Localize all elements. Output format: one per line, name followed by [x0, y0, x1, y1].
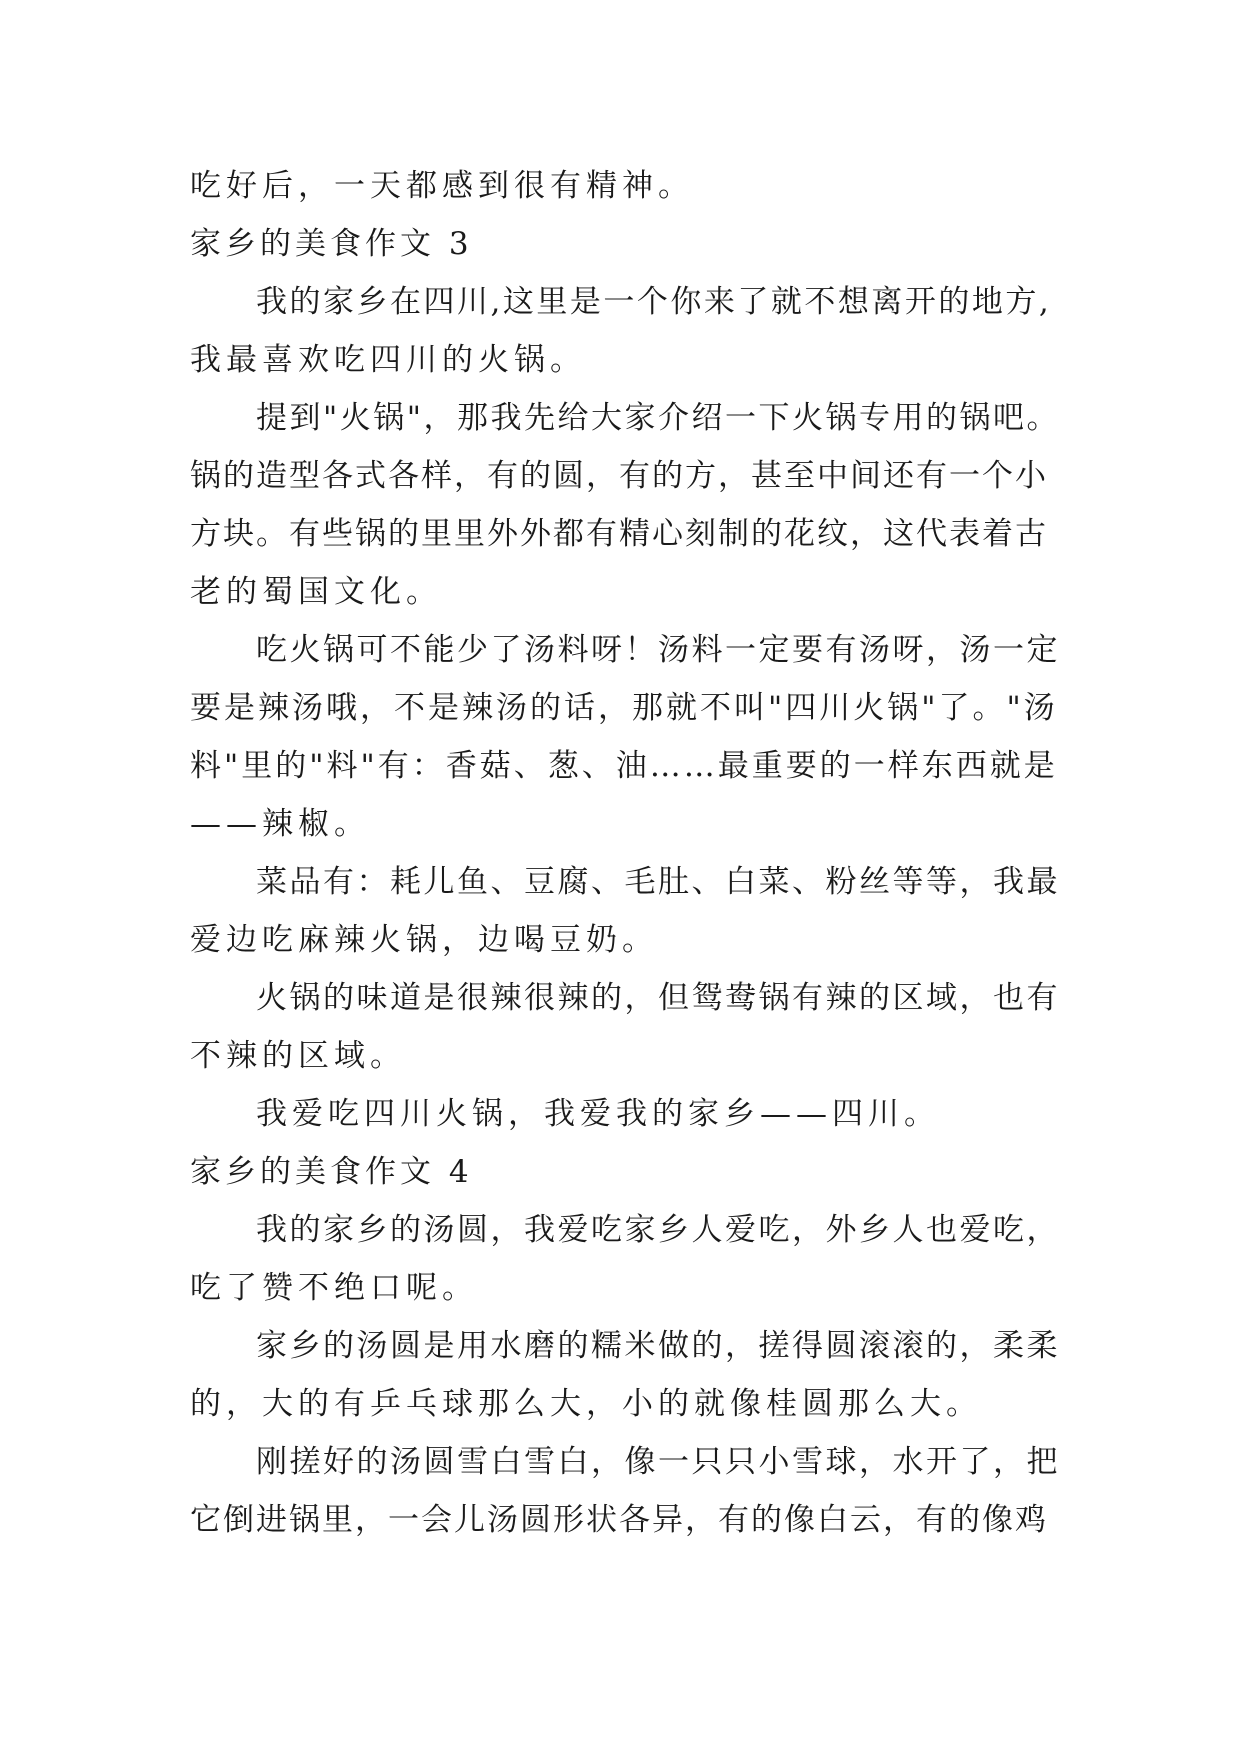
text-line: 爱边吃麻辣火锅，边喝豆奶。: [190, 922, 658, 958]
text-line: 的，大的有乒乓球那么大，小的就像桂圆那么大。: [190, 1386, 982, 1422]
section-heading: 家乡的美食作文 3: [190, 226, 473, 262]
text-line: ——辣椒。: [190, 806, 370, 842]
text-line: 我最喜欢吃四川的火锅。: [190, 342, 586, 378]
text-line: 刚搓好的汤圆雪白雪白，像一只只小雪球，水开了，把: [256, 1444, 1060, 1480]
text-line: 它倒进锅里，一会儿汤圆形状各异，有的像白云，有的像鸡: [190, 1502, 1048, 1538]
text-line: 吃好后，一天都感到很有精神。: [190, 168, 694, 204]
text-line: 家乡的汤圆是用水磨的糯米做的，搓得圆滚滚的，柔柔: [256, 1328, 1060, 1364]
text-line: 吃了赞不绝口呢。: [190, 1270, 478, 1306]
section-heading: 家乡的美食作文 4: [190, 1154, 473, 1190]
text-line: 不辣的区域。: [190, 1038, 406, 1074]
text-line: 要是辣汤哦，不是辣汤的话，那就不叫"四川火锅"了。"汤: [190, 690, 1058, 726]
text-line: 我的家乡在四川,这里是一个你来了就不想离开的地方,: [256, 284, 1052, 320]
text-line: 火锅的味道是很辣很辣的，但鸳鸯锅有辣的区域，也有: [256, 980, 1060, 1016]
text-line: 方块。有些锅的里里外外都有精心刻制的花纹，这代表着古: [190, 516, 1048, 552]
text-line: 料"里的"料"有：香菇、葱、油……最重要的一样东西就是: [190, 748, 1058, 784]
text-line: 提到"火锅"，那我先给大家介绍一下火锅专用的锅吧。: [256, 400, 1061, 436]
text-line: 锅的造型各式各样，有的圆，有的方，甚至中间还有一个小: [190, 458, 1048, 494]
text-line: 菜品有：耗儿鱼、豆腐、毛肚、白菜、粉丝等等，我最: [256, 864, 1060, 900]
text-line: 老的蜀国文化。: [190, 574, 442, 610]
text-line: 我爱吃四川火锅，我爱我的家乡——四川。: [256, 1096, 940, 1132]
text-line: 吃火锅可不能少了汤料呀！汤料一定要有汤呀，汤一定: [256, 632, 1060, 668]
text-line: 我的家乡的汤圆，我爱吃家乡人爱吃，外乡人也爱吃，: [256, 1212, 1060, 1248]
